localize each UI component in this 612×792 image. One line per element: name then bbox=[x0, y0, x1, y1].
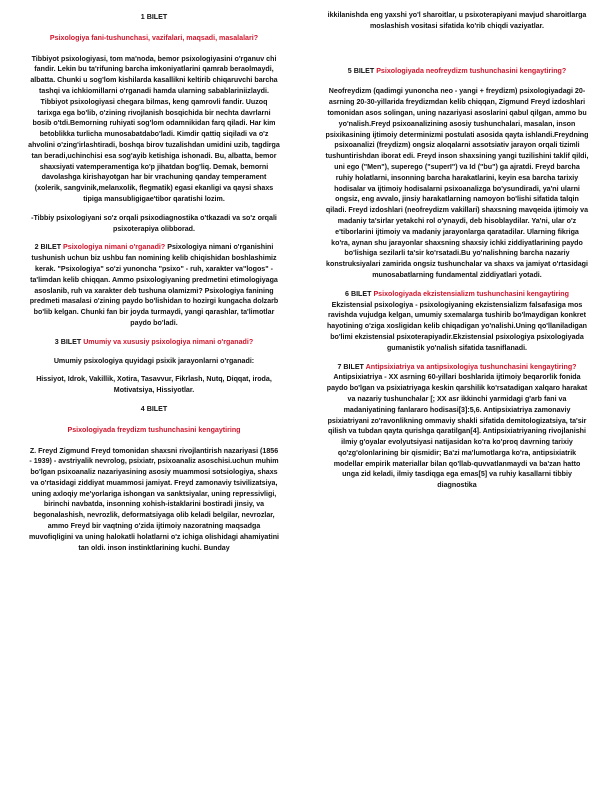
bilet-5-block bbox=[325, 66, 589, 77]
bilet-2-title: 2 BILET bbox=[34, 243, 62, 252]
bilet-3-list: Hissiyot, Idrok, Vakillik, Xotira, Tasavvur, Fikrlash, Nutq, Diqqat, iroda, Motivatsiya, Hissiyotlar. bbox=[36, 375, 272, 395]
left-column bbox=[28, 12, 280, 561]
bilet-6-title: 6 BILET bbox=[345, 289, 372, 298]
bilet-7-text: Antipsixiatriya - XX asrning 60-yillari boshlarida ijtimoiy beqarorlik fonida paydo bo'lgan va psixiatriyaga keskin qarshilik ko'rsatadigan xalqaro harakat va nazariy tushunchalar [; XX asr ikkinchi yarmidagi g'arb fani va madaniyatining fanlararo hodisasi[3]:5,6. Antipsixiatriya zamonaviy psixiatriyani zo'ravonlikning ommaviy shakli sifatida demitologizatsiya, ta'sir qilish va tubdan qayta qurishga qaratilgan[4]. Antipsixiatriyaning rivojlanishi ilmiy g'oyalar evolyutsiyasi natijasidan ko'ra ko'proq davrning tarixiy qo'zg'olonlarining bir qismidir; Ba'zi ma'lumotlarga ko'ra, antipsixiatrik modellar empirik materiallar bilan qo'llab-quvvatlanmaydi va ba'zan hatto unga zid keladi, ilmiy tasdiqga ega emas[5] va ruhiy kasallarni tibbiy diagnostika bbox=[326, 373, 588, 490]
bilet-6-block bbox=[325, 289, 589, 354]
bilet-5-title: 5 BILET bbox=[347, 66, 375, 75]
continuation-text: ikkilanishda eng yaxshi yo'l sharoitlar, u psixoterapiyani mavjud sharoitlarga moslashish vositasi sifatida ko'rib chiqdi vaziyatlar. bbox=[327, 11, 587, 30]
bilet-3-title: 3 BILET bbox=[54, 337, 82, 346]
bilet-4-text: Z. Freyd Zigmund Freyd tomonidan shaxsni rivojlantirish nazariyasi (1856 - 1939) - avstriyalik nevrolog, psixiatr, psixoanaliz asoschisi.uchun muhim bo'lgan psixoanaliz nazariyasining asosiy muammosi sotsiologiya, shaxs va o'rtasidagi ziddiyat muammosi jamiyat. Freyd zamonaviy tsivilizatsiya, uning axloqiy me'yorlariga ishongan va sanktsiyalar, uning repressivligi, birinchi navbatda, insonning xohish-istaklarini bostiradi jinsiy, va begonalashish, nevrozlik, deformatsiyaga olib keladi belgilar, nevrozlar, ammo Freyd bir vaqtning o'zida ijtimoiy nazoratning maqsadga muvofiqligini va uning halokatli holatlarni o'z ichiga olishidagi ahamiyatini tan oldi. inson instinktlarining kuchi. Bunday bbox=[29, 446, 279, 552]
bilet-1-heading: Psixologiya fani-tushunchasi, vazifalari, maqsadi, masalalari? bbox=[49, 33, 259, 42]
bilet-7-block bbox=[325, 362, 589, 492]
bilet-2-block bbox=[28, 242, 280, 328]
bilet-5-heading: Psixologiyada neofreydizm tushunchasini kengaytiring? bbox=[376, 66, 567, 75]
right-column bbox=[325, 10, 589, 499]
bilet-3-heading: Umumiy va xususiy psixologiya nimani o'rganadi? bbox=[83, 337, 254, 346]
bilet-7-heading: Antipsixiatriya va antipsixologiya tushunchasini kengaytiring? bbox=[365, 362, 577, 371]
bilet-4-title: 4 BILET bbox=[140, 404, 168, 413]
bilet-3-block bbox=[28, 337, 280, 348]
bilet-6-heading: Psixologiyada ekzistensializm tushunchasini kengaytiring bbox=[373, 289, 569, 298]
bilet-5-text: Neofreydizm (qadimgi yunoncha neo - yangi + freydizm) psixologiyadagi 20-asrning 20-30-yillarida freydizmdan kelib chiqqan, Zigmund Freyd izdoshlari tomonidan asos solingan, uning nazariyasi asoslarini qabul qilgan, ammo bu yo'nalish.Freyd psixoanalizining asosiy tushunchalari, masalan, inson psixikasining ijtimoiy determinizmi postulati asosida qayta ishlandi.Freydning psixoanalizi (freydizm) ongsiz aloqalarni assotsiativ jarayon orqali tizimli tushuntirishdan iborat edi. Freyd inson shaxsining yangi tuzilishini taklif qildi, uni ego ("Men"), superego ("superI") va Id ("bu") ga ajratdi. Freyd barcha ruhiy holatlarni, insonning barcha harakatlarini, keyin esa barcha tarixiy hodisalar va ijtimoiy hodisalarni psixoanalizga bo'ysundiradi, ya'ni ularni ongsiz, eng avvalo, jinsiy harakatlarning namoyon bo'lishi sifatida talqin qiladi. Freyd izdoshlari (neofreydizm vakillari) shaxsning mavqeida ijtimoiy va madaniy ta'sirlar yetakchi rol o'ynaydi, deb hisoblaydilar. Ya'ni, ular o'z e'tiborlarini ijtimoiy va madaniy jarayonlarga qaratadilar. Ularning fikriga ko'ra, aynan shu jarayonlar shaxsning shaxsiy ichki ziddiyatlarining paydo bo'lishiga sezilarli ta'sir ko'rsatadi.Bu yo'nalishning barcha nazariy konstruksiyalari zamirida ongsiz tushunchalar va shaxs va jamiyat o'rtasidagi munosabatlarning fundamental ziddiyatlari yotadi. bbox=[325, 87, 589, 279]
bilet-7-title: 7 BILET bbox=[337, 362, 364, 371]
bilet-3-paragraph: Umumiy psixologiya quyidagi psixik jarayonlarni o'rganadi: bbox=[53, 356, 255, 365]
bilet-1-paragraph-2: -Tibbiy psixologiyani so'z orqali psixodiagnostika o'tkazadi va so'z orqali psixoterapiya olibborad. bbox=[31, 213, 277, 233]
bilet-2-heading: Psixologiya nimani o'rganadi? bbox=[63, 243, 166, 252]
bilet-1-paragraph: Tibbiyot psixologiyasi, tom ma'noda, bemor psixologiyasini o'rganuv chi fandir. Lekin bu ta'rifuning barcha imkoniyatlarini qamrab beraolmaydi, albatta. Chunki u sog'lom kishilarda kasallikni keltirib chiqaruvchi barcha tashqi va ichkiomillarni o'rganadi hamda ularning sabablariniizlaydi. Tibbiyot psixologiyasi chegara bilmas, keng qamrovli fandir. Uuzoq tarixga ega bo'lib, o'zining rivojlanish bosqichida bir nechta davrlarni bosib o'tdi.Bemorning ruhiyati sog'lom odamnikidan farq qiladi. Har kim betoblikka turlicha munosabatdabo'ladi. Kimdir qattiq siqiladi va o'z ahvolini o'zing'irlashtiradi, boshqa birov tuzalishdan umidini uzib, tagdirga tan beradi,uchinchisi esa sog'ayib ketishiga ishonadi. Bu, albatta, bemor shaxsiyati vatemperamentiga ko'p jihatdan bog'liq. Demak, bemorni davolashga kirishayotgan har bir vrachuning qanday temperament (xolerik, sangvinik,melanxolik, flegmatik) egasi ekanligi va qaysi shaxs tipiga mansubligigae'tibor qaratishi lozim. bbox=[28, 54, 280, 203]
bilet-1-title: 1 BILET bbox=[140, 13, 168, 21]
bilet-2-text: Psixologiya nimani o'rganishini tushunish uchun biz ushbu fan nomining kelib chiqishidan boshlashimiz kerak. "Psixologiya" so'zi yunoncha "psixo" - ruh, xarakter va"logos" - ta'limdan kelib chiqqan. Ammo psixologiyaning predmetini etimologiyaga asoslanib, ruh va xarakter deb tushuna olamizmi? Psixologiya fanining predmeti masalasi o'zining paydo bo'lishidan to hozirgi kungacha dolzarb bo'lib kelgan. Chunki fan bir joyda turmaydi, yangi qarashlar, ta'limotlar paydo bo'ladi. bbox=[29, 243, 279, 327]
bilet-4-heading: Psixologiyada freydizm tushunchasini kengaytiring bbox=[67, 425, 241, 434]
bilet-6-text: Ekzistensial psixologiya - psixologiyaning ekzistensializm falsafasiga mos ravishda vujudga kelgan, umumiy sxemalarga tushirib bo'lmaydigan konkret hayotining o'ziga xosligidan kelib chiqadigan yo'nalishi.Uning qo'llaniladigan bo'limi ekzistensial psixoterapiyadir.Ekzistensial psixologiya psixologiyada gumanistik yo'nalish sifatida tasniflanadi. bbox=[326, 300, 588, 352]
